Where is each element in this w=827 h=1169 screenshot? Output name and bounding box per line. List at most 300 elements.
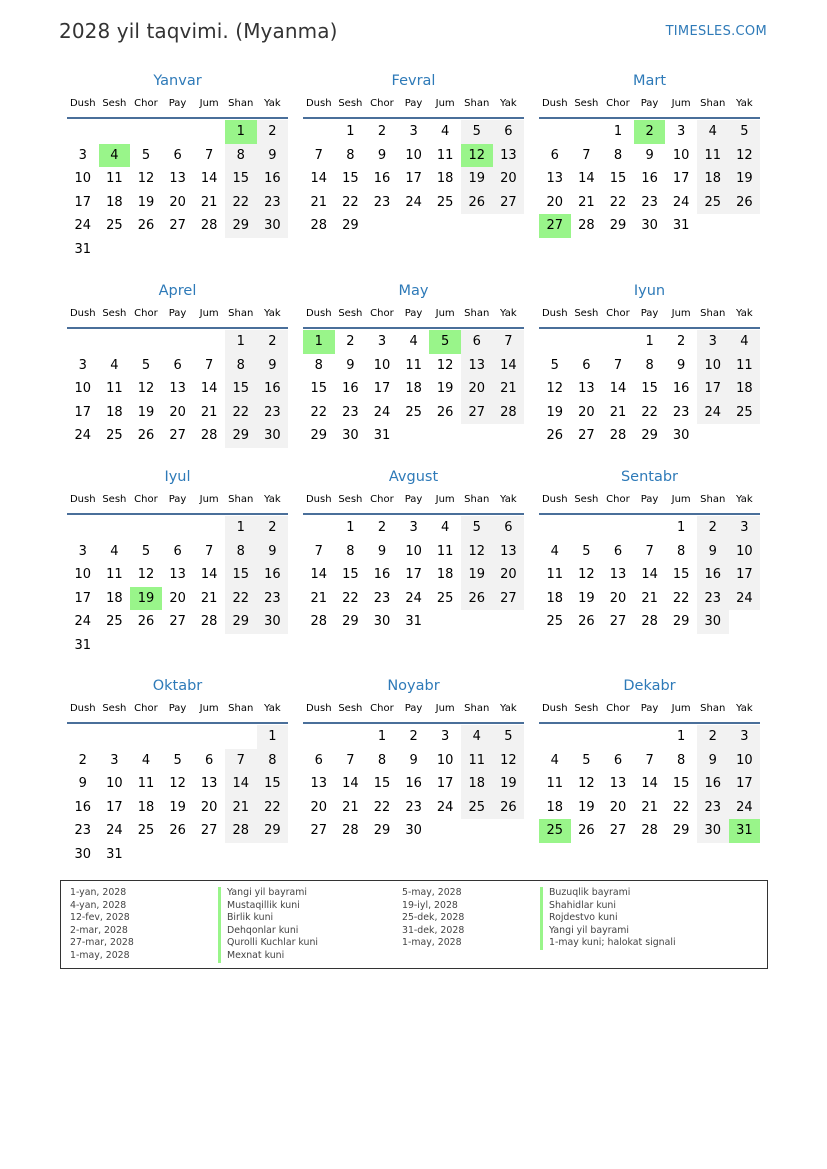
day-cell: 5 [141, 543, 151, 559]
day-cell: 3 [78, 147, 87, 163]
day-cell: 24 [373, 404, 391, 420]
header-divider [67, 117, 288, 119]
day-cell: 6 [173, 147, 182, 163]
day-cell: 3 [677, 124, 686, 139]
day-cell: 23 [704, 799, 722, 815]
day-cell: 8 [268, 752, 277, 768]
weekday-label: Yak [736, 308, 753, 319]
holiday-dates-column-left [70, 887, 134, 963]
day-cell: 11 [436, 147, 454, 163]
weekday-label: Yak [500, 703, 517, 714]
day-cell: 4 [550, 752, 559, 768]
day-cell: 25 [468, 799, 486, 815]
day-cell: 26 [169, 823, 186, 838]
day-cell: 19 [578, 799, 595, 815]
day-cell: 27 [200, 823, 218, 838]
weekday-label: Jum [671, 308, 691, 319]
day-cell: 14 [578, 171, 595, 186]
day-cell: 30 [74, 846, 92, 862]
day-cell: 3 [441, 729, 450, 744]
weekday-label: Shan [464, 308, 490, 319]
day-cell: 17 [672, 171, 690, 186]
day-cell: 13 [500, 147, 517, 163]
weekday-label: Yak [264, 98, 281, 109]
day-cell: 27 [500, 590, 517, 606]
day-cell: 2 [78, 752, 87, 768]
day-cell: 11 [704, 147, 722, 163]
weekday-label: Chor [370, 308, 394, 319]
day-cell: 2 [377, 520, 387, 535]
weekday-label: Jum [671, 98, 691, 109]
day-cell: 20 [578, 404, 595, 420]
day-cell: 28 [609, 428, 627, 443]
day-cell: 6 [173, 357, 182, 373]
header-divider [539, 327, 760, 329]
weekday-label: Sesh [102, 494, 127, 505]
day-cell: 11 [546, 567, 564, 582]
day-cell: 9 [268, 357, 277, 373]
day-cell: 13 [546, 171, 564, 186]
day-cell: 4 [708, 124, 717, 139]
day-cell: 29 [609, 218, 627, 233]
weekday-label: Shan [700, 494, 726, 505]
day-cell: 6 [472, 334, 481, 349]
day-cell: 6 [613, 752, 623, 768]
day-cell: 26 [137, 428, 155, 443]
day-cell: 28 [578, 218, 595, 233]
day-cell: 8 [377, 752, 387, 768]
day-cell: 12 [436, 357, 454, 373]
weekday-label: Dush [541, 494, 568, 505]
day-cell: 13 [169, 171, 186, 186]
day-cell: 16 [342, 381, 359, 396]
day-cell: 8 [346, 147, 355, 163]
day-cell: 27 [609, 614, 627, 629]
holiday-date: 1-may, 2028 [402, 937, 462, 949]
day-cell: 13 [169, 381, 186, 396]
day-cell: 24 [74, 218, 92, 233]
day-cell: 5 [141, 147, 151, 163]
day-cell: 21 [641, 799, 658, 815]
day-cell: 19 [468, 171, 486, 186]
day-cell: 12 [578, 776, 595, 791]
day-cell: 23 [704, 590, 722, 606]
day-cell: 29 [342, 614, 359, 629]
day-cell: 24 [736, 799, 753, 815]
day-cell: 1 [677, 520, 686, 535]
weekday-label: Shan [700, 703, 726, 714]
day-cell: 13 [609, 567, 627, 582]
day-cell: 30 [264, 218, 281, 233]
day-cell: 26 [137, 218, 155, 233]
day-cell: 5 [173, 752, 182, 768]
day-cell: 23 [264, 194, 281, 210]
day-cell: 25 [405, 404, 422, 420]
day-cell: 4 [441, 124, 450, 139]
weekday-label: Chor [134, 98, 158, 109]
holiday-date: 12-fev, 2028 [70, 912, 130, 924]
weekday-label: Chor [134, 494, 158, 505]
day-cell: 15 [373, 776, 391, 791]
day-cell: 12 [500, 752, 517, 768]
day-cell: 16 [405, 776, 422, 791]
day-cell: 20 [310, 799, 328, 815]
day-cell: 15 [672, 567, 690, 582]
day-cell: 23 [264, 590, 281, 606]
day-cell: 16 [373, 567, 391, 582]
day-cell: 17 [436, 776, 454, 791]
day-cell: 10 [436, 752, 454, 768]
day-cell: 11 [468, 752, 486, 768]
day-cell: 28 [310, 614, 328, 629]
day-cell: 2 [346, 334, 355, 349]
day-cell: 20 [169, 194, 186, 210]
holiday-date: 5-may, 2028 [402, 887, 462, 898]
day-cell: 24 [672, 194, 690, 210]
day-cell: 21 [500, 381, 517, 396]
day-cell: 15 [310, 381, 328, 396]
weekday-label: Shan [700, 98, 726, 109]
day-cell: 8 [314, 357, 323, 373]
day-cell: 30 [704, 823, 722, 838]
holiday-name: 1-may kuni; halokat signali [540, 937, 676, 950]
day-cell: 2 [708, 520, 717, 535]
day-cell: 29 [373, 823, 391, 838]
day-cell: 21 [232, 799, 250, 815]
weekday-label: Sesh [102, 703, 127, 714]
day-cell: 8 [236, 543, 245, 559]
weekday-label: Sesh [338, 308, 363, 319]
day-cell: 1 [268, 729, 277, 744]
day-cell: 18 [704, 171, 722, 186]
day-cell: 24 [405, 590, 422, 606]
day-cell: 10 [672, 147, 690, 163]
weekday-label: Shan [228, 494, 254, 505]
month-name: Avgust [388, 469, 439, 485]
day-cell: 21 [200, 194, 218, 210]
day-cell: 18 [736, 381, 753, 396]
day-cell: 27 [578, 428, 595, 443]
day-cell: 17 [106, 799, 123, 815]
day-cell: 17 [74, 194, 92, 210]
day-cell: 24 [74, 614, 92, 629]
day-cell: 5 [550, 357, 559, 373]
day-cell: 16 [641, 171, 658, 186]
day-cell: 29 [232, 428, 250, 443]
day-cell: 19 [578, 590, 595, 606]
day-cell: 8 [677, 543, 686, 559]
day-cell: 30 [641, 218, 658, 233]
day-cell: 24 [74, 428, 92, 443]
day-cell: 3 [78, 357, 87, 373]
weekday-label: Jum [435, 494, 455, 505]
day-cell: 16 [74, 799, 92, 815]
day-cell: 17 [405, 567, 422, 582]
day-cell: 17 [736, 567, 753, 582]
day-cell: 24 [405, 194, 422, 210]
day-cell: 7 [314, 147, 323, 163]
day-cell: 1 [377, 729, 387, 744]
day-cell: 25 [106, 428, 123, 443]
day-cell: 22 [232, 590, 250, 606]
day-cell: 9 [78, 776, 87, 791]
day-cell: 14 [200, 171, 218, 186]
weekday-header [67, 494, 288, 510]
day-cell: 13 [468, 357, 486, 373]
day-cell: 9 [377, 543, 387, 559]
day-cell: 25 [106, 218, 123, 233]
day-cell: 10 [704, 357, 722, 373]
day-cell: 15 [232, 381, 250, 396]
month-name: Oktabr [152, 678, 203, 694]
day-cell: 28 [641, 823, 658, 838]
month-name: Sentabr [620, 469, 679, 485]
day-cell: 27 [169, 218, 186, 233]
day-cell: 11 [736, 357, 753, 373]
weekday-label: Dush [69, 494, 96, 505]
holiday-day-cell: 5 [429, 330, 461, 354]
holiday-name: Rojdestvo kuni [540, 912, 676, 925]
day-cell: 2 [268, 334, 277, 349]
day-cell: 8 [346, 543, 355, 559]
header-divider [539, 117, 760, 119]
day-cell: 23 [373, 590, 391, 606]
day-cell: 9 [645, 147, 654, 163]
day-cell: 13 [310, 776, 328, 791]
weekday-label: Chor [370, 703, 394, 714]
day-cell: 15 [609, 171, 627, 186]
day-cell: 22 [342, 194, 359, 210]
day-cell: 11 [106, 171, 123, 186]
holiday-name: Dehqonlar kuni [218, 925, 318, 938]
weekday-label: Chor [370, 98, 394, 109]
day-cell: 6 [314, 752, 323, 768]
weekday-label: Shan [464, 494, 490, 505]
day-cell: 28 [200, 428, 218, 443]
day-cell: 19 [137, 194, 155, 210]
day-cell: 18 [106, 404, 123, 420]
day-cell: 22 [609, 194, 627, 210]
day-cell: 12 [169, 776, 186, 791]
day-cell: 19 [137, 404, 155, 420]
weekday-label: Dush [305, 308, 332, 319]
weekday-label: Jum [435, 703, 455, 714]
day-cell: 18 [405, 381, 422, 396]
holiday-date: 31-dek, 2028 [402, 924, 465, 936]
weekday-label: Jum [199, 494, 219, 505]
day-cell: 19 [546, 404, 564, 420]
day-cell: 17 [704, 381, 722, 396]
day-cell: 24 [106, 823, 123, 838]
day-cell: 10 [74, 171, 92, 186]
holiday-day-cell: 19 [130, 587, 162, 611]
month-name: Yanvar [153, 73, 202, 89]
weekday-label: Pay [640, 308, 659, 319]
day-cell: 25 [137, 823, 155, 838]
day-cell: 15 [672, 776, 690, 791]
day-cell: 15 [232, 567, 250, 582]
day-cell: 24 [736, 590, 753, 606]
weekday-label: Chor [606, 703, 630, 714]
day-cell: 10 [405, 543, 422, 559]
holiday-names-column-left [218, 887, 318, 963]
weekday-label: Shan [464, 703, 490, 714]
page-title: 2028 yil taqvimi. (Myanma) [59, 19, 338, 43]
day-cell: 2 [708, 729, 717, 744]
day-cell: 11 [405, 357, 422, 373]
day-cell: 20 [468, 381, 486, 396]
holiday-date: 1-may, 2028 [70, 949, 130, 961]
day-cell: 7 [645, 752, 654, 768]
day-cell: 12 [137, 171, 155, 186]
day-cell: 2 [268, 124, 277, 139]
day-cell: 14 [232, 776, 250, 791]
weekday-label: Shan [228, 703, 254, 714]
holiday-day-cell: 25 [539, 819, 571, 843]
day-cell: 9 [268, 543, 277, 559]
weekday-label: Pay [168, 308, 187, 319]
day-cell: 23 [74, 823, 92, 838]
day-cell: 21 [310, 194, 328, 210]
day-cell: 22 [232, 404, 250, 420]
header-divider [303, 327, 524, 329]
day-cell: 8 [236, 147, 245, 163]
day-cell: 12 [546, 381, 564, 396]
day-cell: 16 [704, 776, 722, 791]
weekday-label: Sesh [338, 98, 363, 109]
day-cell: 25 [436, 194, 454, 210]
day-cell: 6 [550, 147, 559, 163]
day-cell: 17 [74, 404, 92, 420]
day-cell: 8 [677, 752, 686, 768]
day-cell: 16 [264, 171, 281, 186]
holiday-day-cell: 1 [225, 120, 257, 144]
holiday-day-cell: 31 [729, 819, 761, 843]
day-cell: 27 [169, 614, 186, 629]
day-cell: 2 [377, 124, 387, 139]
day-cell: 26 [578, 823, 595, 838]
header-divider [303, 117, 524, 119]
day-cell: 18 [137, 799, 155, 815]
day-cell: 3 [110, 752, 119, 768]
month-name: Fevral [391, 73, 436, 89]
day-cell: 31 [74, 241, 92, 257]
day-cell: 8 [613, 147, 623, 163]
weekday-label: Dush [305, 98, 332, 109]
day-cell: 7 [645, 543, 654, 559]
day-cell: 26 [578, 614, 595, 629]
day-cell: 3 [409, 520, 418, 535]
day-cell: 22 [232, 194, 250, 210]
weekday-label: Sesh [338, 494, 363, 505]
day-cell: 29 [264, 823, 281, 838]
day-cell: 18 [546, 590, 564, 606]
day-cell: 3 [377, 334, 387, 349]
weekday-label: Jum [435, 308, 455, 319]
day-cell: 10 [74, 381, 92, 396]
holiday-day-cell: 2 [634, 120, 666, 144]
day-cell: 21 [310, 590, 328, 606]
weekday-label: Sesh [338, 703, 363, 714]
day-cell: 5 [141, 357, 151, 373]
day-cell: 26 [736, 194, 753, 210]
site-brand-link[interactable]: TIMESLES.COM [665, 24, 767, 39]
day-cell: 2 [409, 729, 418, 744]
weekday-label: Shan [228, 98, 254, 109]
day-cell: 22 [342, 590, 359, 606]
weekday-label: Chor [134, 308, 158, 319]
weekday-label: Yak [264, 494, 281, 505]
weekday-label: Chor [134, 703, 158, 714]
day-cell: 15 [232, 171, 250, 186]
day-cell: 27 [310, 823, 328, 838]
month-name: Mart [632, 73, 667, 89]
day-cell: 1 [613, 124, 623, 139]
day-cell: 28 [342, 823, 359, 838]
day-cell: 22 [672, 799, 690, 815]
day-cell: 30 [264, 428, 281, 443]
day-cell: 22 [310, 404, 328, 420]
holidays-legend [60, 880, 768, 969]
header-divider [67, 513, 288, 515]
day-cell: 2 [268, 520, 277, 535]
weekday-label: Pay [168, 494, 187, 505]
month-name: May [398, 283, 429, 299]
day-cell: 23 [405, 799, 422, 815]
weekday-label: Jum [199, 308, 219, 319]
day-cell: 9 [268, 147, 277, 163]
weekday-label: Dush [69, 703, 96, 714]
weekday-header [303, 494, 524, 510]
weekday-label: Yak [736, 703, 753, 714]
month-name: Aprel [158, 283, 197, 299]
day-cell: 6 [582, 357, 591, 373]
day-cell: 23 [342, 404, 359, 420]
day-cell: 11 [436, 543, 454, 559]
day-cell: 25 [704, 194, 722, 210]
day-cell: 9 [708, 543, 717, 559]
day-cell: 14 [200, 567, 218, 582]
day-cell: 19 [169, 799, 186, 815]
day-cell: 12 [137, 567, 155, 582]
day-cell: 21 [641, 590, 658, 606]
day-cell: 30 [405, 823, 422, 838]
day-cell: 26 [436, 404, 454, 420]
day-cell: 11 [546, 776, 564, 791]
month-name: Iyun [633, 283, 666, 299]
day-cell: 6 [173, 543, 182, 559]
day-cell: 23 [672, 404, 690, 420]
day-cell: 1 [677, 729, 686, 744]
holiday-day-cell: 1 [303, 330, 335, 354]
day-cell: 16 [672, 381, 690, 396]
holiday-name: Buzuqlik bayrami [540, 887, 676, 900]
weekday-label: Chor [606, 494, 630, 505]
weekday-label: Chor [606, 308, 630, 319]
day-cell: 20 [609, 799, 627, 815]
day-cell: 29 [232, 614, 250, 629]
day-cell: 19 [468, 567, 486, 582]
day-cell: 21 [200, 404, 218, 420]
weekday-label: Dush [541, 703, 568, 714]
day-cell: 18 [106, 590, 123, 606]
day-cell: 31 [373, 428, 391, 443]
day-cell: 19 [500, 776, 517, 791]
day-cell: 10 [74, 567, 92, 582]
day-cell: 11 [137, 776, 155, 791]
weekday-label: Yak [500, 308, 517, 319]
holiday-name: Yangi yil bayrami [218, 887, 318, 900]
